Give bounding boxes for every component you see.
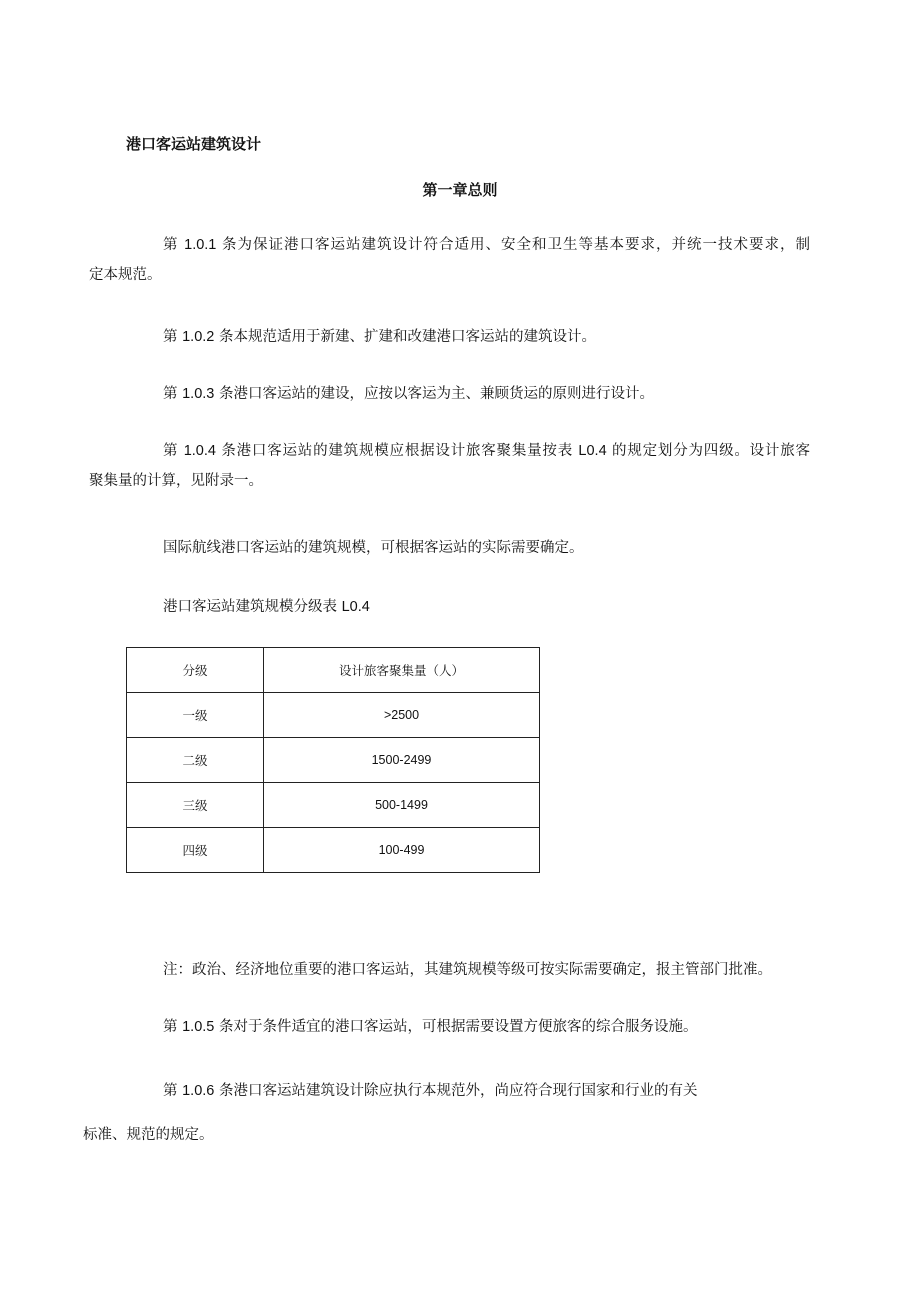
article-text: 条为保证港口客运站建筑设计符合适用、安全和卫生等基本要求，并统一技术要求，制: [216, 237, 811, 253]
article-1-0-1-line1: [126, 230, 810, 260]
article-1-0-2: [126, 322, 810, 352]
table-reference: L0.4: [578, 443, 607, 459]
article-text: 条港口客运站的建筑规模应根据设计旅客聚集量按表: [215, 443, 579, 459]
article-prefix: 第: [163, 329, 183, 345]
table-caption: [163, 592, 370, 622]
article-number: 1.0.4: [183, 443, 216, 459]
article-prefix: 第: [163, 386, 183, 402]
international-route-paragraph: 国际航线港口客运站的建筑规模，可根据客运站的实际需要确定。: [163, 540, 584, 556]
article-number: 1.0.3: [182, 386, 215, 402]
article-text: 条港口客运站的建设，应按以客运为主、兼顾货运的原则进行设计。: [214, 386, 654, 402]
table-row: [127, 693, 540, 738]
level-cell: 二级: [127, 738, 264, 783]
header-level: 分级: [127, 648, 264, 693]
article-1-0-1: [89, 230, 811, 290]
article-1-0-6-line2: 标准、规范的规定。: [83, 1127, 214, 1143]
article-text: 条对于条件适宜的港口客运站，可根据需要设置方便旅客的综合服务设施。: [214, 1019, 698, 1035]
article-1-0-6: [83, 1069, 810, 1157]
table-caption-ref: L0.4: [341, 599, 370, 615]
article-1-0-6-line1: [126, 1069, 810, 1113]
volume-cell: 100-499: [264, 828, 540, 873]
table-note: 注：政治、经济地位重要的港口客运站，其建筑规模等级可按实际需要确定，报主管部门批准。: [163, 962, 772, 978]
table-row: [127, 738, 540, 783]
header-passenger-volume: 设计旅客聚集量（人）: [264, 648, 540, 693]
table-caption-text: 港口客运站建筑规模分级表: [163, 599, 342, 615]
article-text: 条港口客运站建筑设计除应执行本规范外，尚应符合现行国家和行业的有关: [214, 1083, 698, 1099]
article-number: 1.0.6: [182, 1083, 215, 1099]
scale-classification-table: [126, 647, 540, 873]
document-title: 港口客运站建筑设计: [126, 135, 262, 153]
article-1-0-4-line2: 聚集量的计算，见附录一。: [89, 473, 263, 489]
chapter-title: 第一章总则: [422, 181, 498, 199]
volume-cell: 500-1499: [264, 783, 540, 828]
article-prefix: 第: [163, 443, 184, 459]
article-1-0-4-line1: [126, 436, 810, 466]
article-text: 条本规范适用于新建、扩建和改建港口客运站的建筑设计。: [214, 329, 596, 345]
volume-cell: 1500-2499: [264, 738, 540, 783]
table-row: [127, 828, 540, 873]
level-cell: 三级: [127, 783, 264, 828]
article-text: 的规定划分为四级。设计旅客: [606, 443, 811, 459]
article-number: 1.0.2: [182, 329, 215, 345]
table-row: [127, 783, 540, 828]
article-1-0-4: [89, 436, 811, 496]
table-header-row: [127, 648, 540, 693]
article-number: 1.0.1: [184, 237, 217, 253]
article-1-0-3: [126, 379, 810, 409]
article-1-0-1-line2: 定本规范。: [89, 267, 162, 283]
volume-cell: >2500: [264, 693, 540, 738]
level-cell: 四级: [127, 828, 264, 873]
level-cell: 一级: [127, 693, 264, 738]
article-prefix: 第: [163, 1083, 183, 1099]
article-1-0-5: [126, 1012, 810, 1042]
article-prefix: 第: [163, 1019, 183, 1035]
article-prefix: 第: [163, 237, 185, 253]
article-number: 1.0.5: [182, 1019, 215, 1035]
